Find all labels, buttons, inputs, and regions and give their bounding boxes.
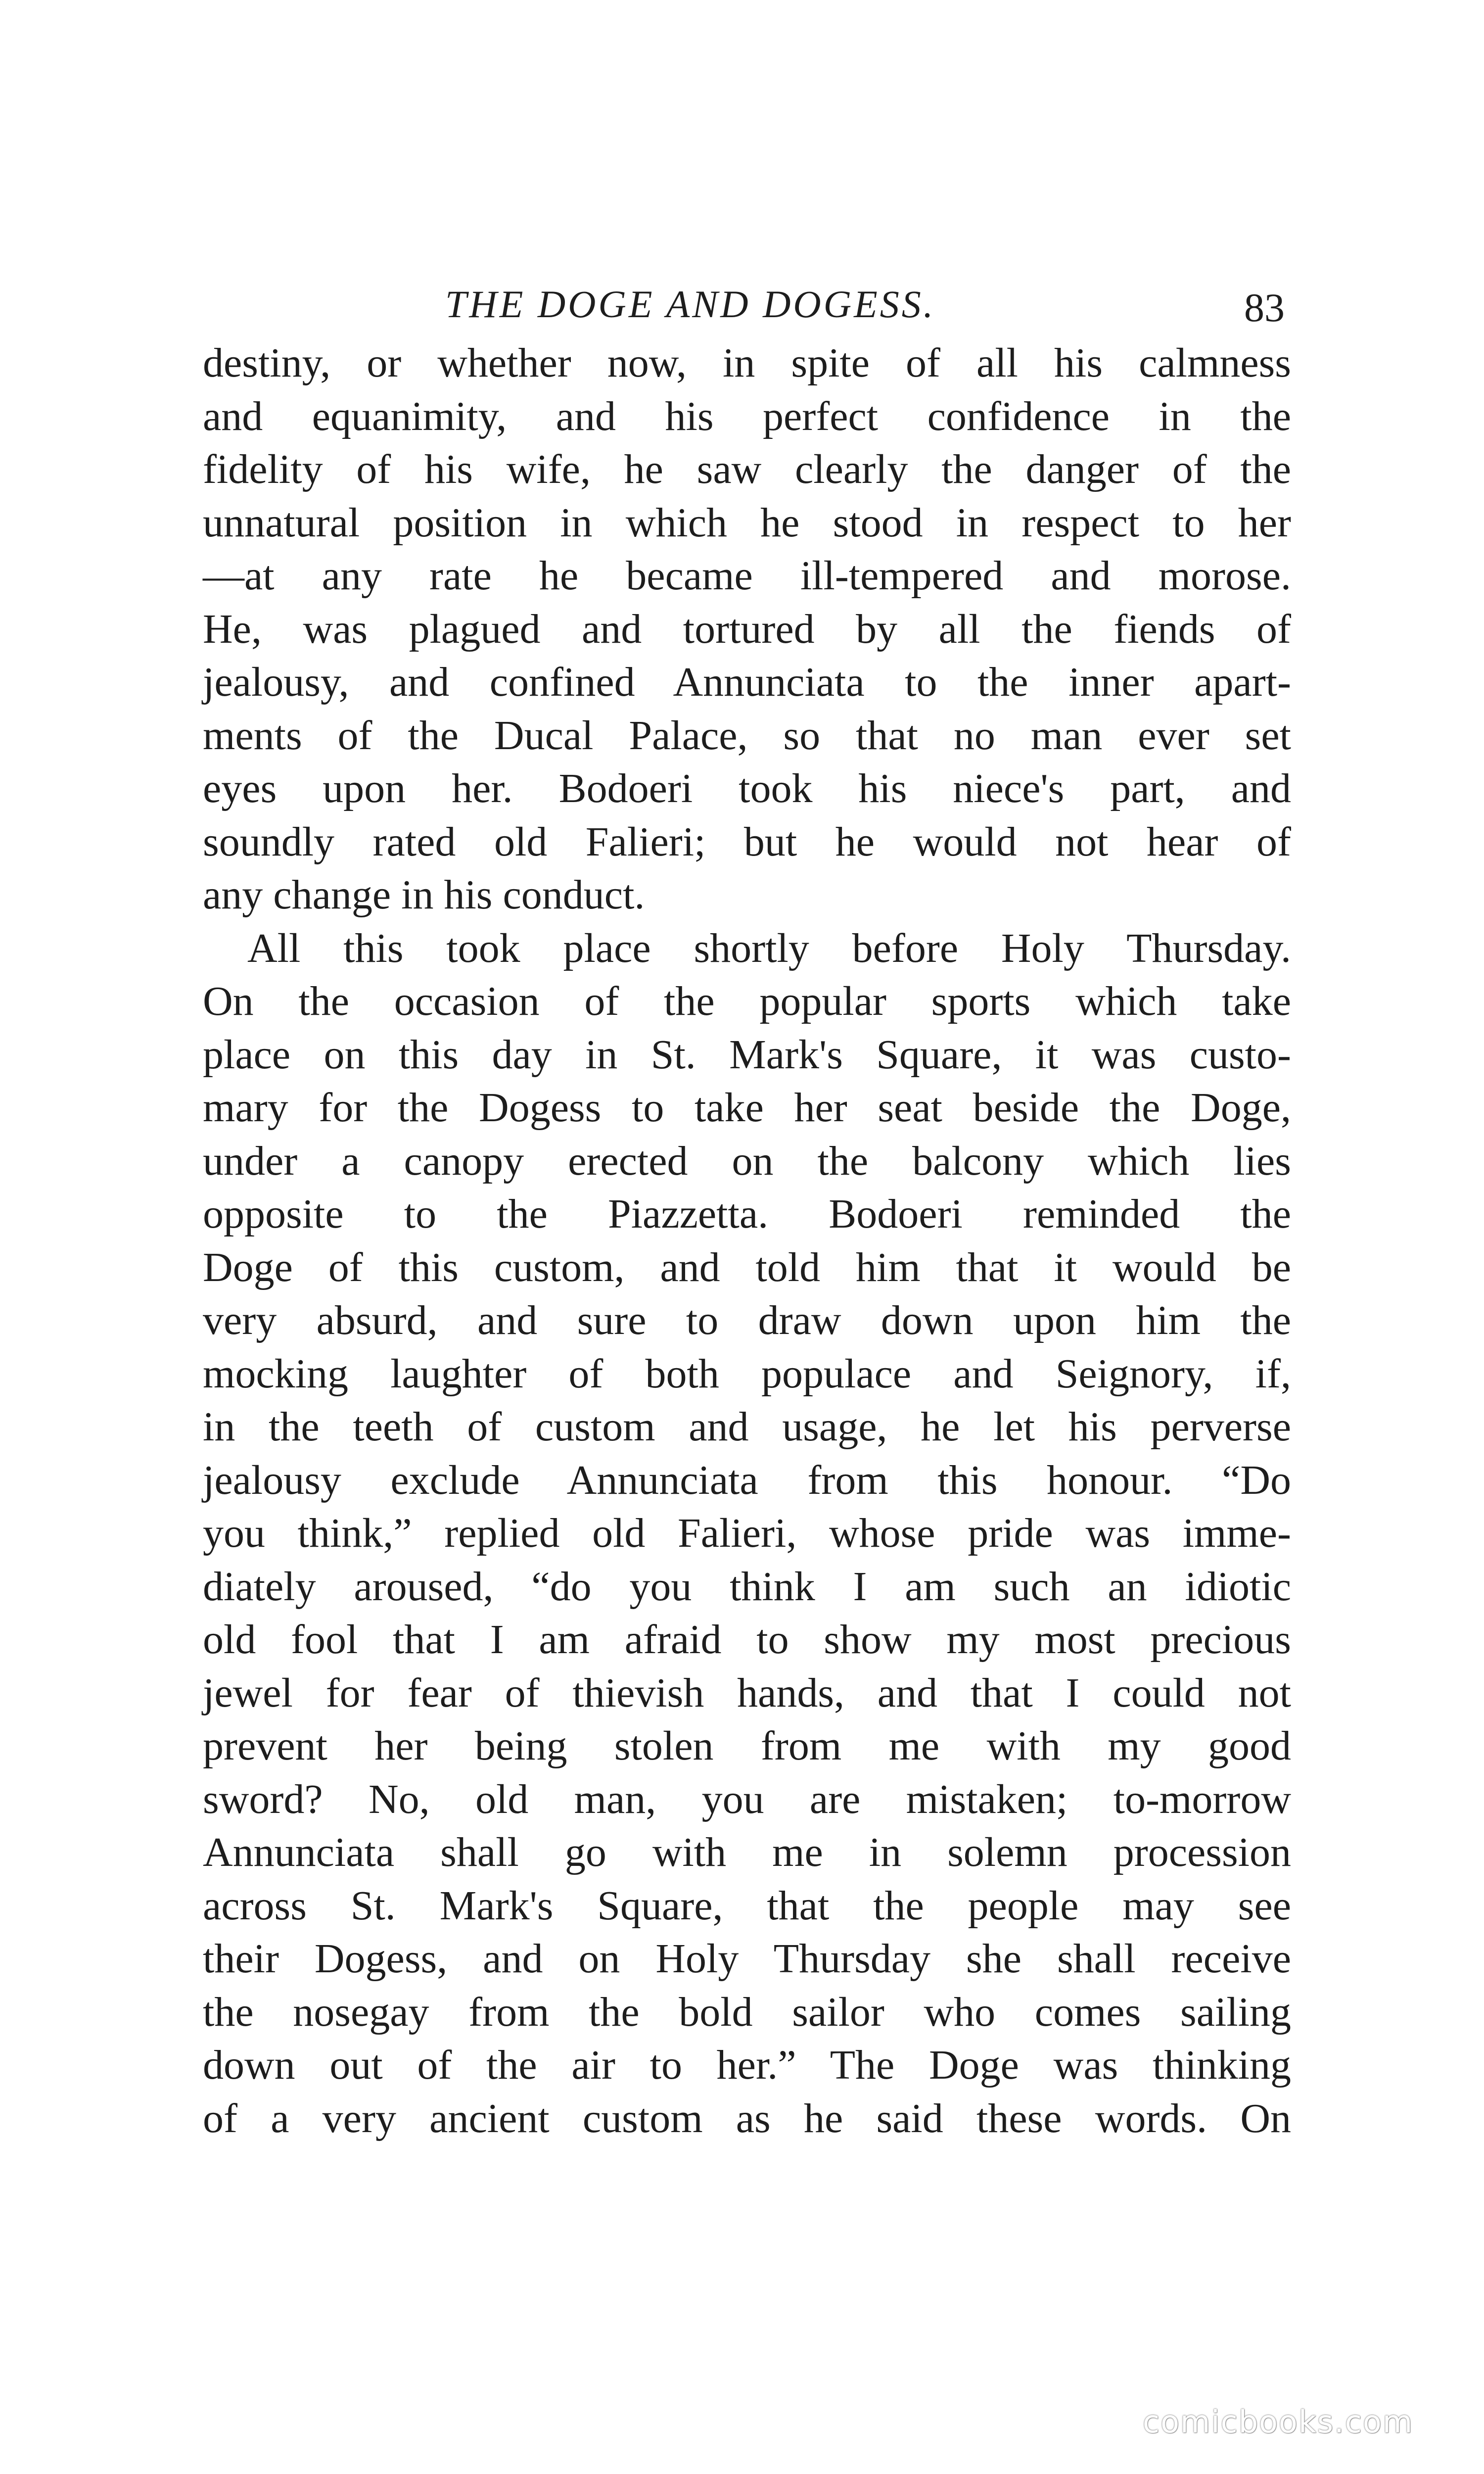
running-head: THE DOGE AND DOGESS. bbox=[445, 283, 936, 326]
text-line: down out of the air to her.” The Doge was thinking bbox=[203, 2042, 1291, 2088]
text-line: prevent her being stolen from me with my good bbox=[203, 1723, 1291, 1769]
text-line: their Dogess, and on Holy Thursday she shall receive bbox=[203, 1936, 1291, 1982]
text-line: jewel for fear of thievish hands, and that I could not bbox=[203, 1669, 1291, 1716]
text-line: fidelity of his wife, he saw clearly the danger of the bbox=[203, 446, 1291, 492]
text-line: destiny, or whether now, in spite of all his calmness bbox=[203, 340, 1291, 386]
text-line: He, was plagued and tortured by all the fiends of bbox=[203, 606, 1291, 652]
text-line: —at any rate he became ill-tempered and morose. bbox=[203, 553, 1291, 599]
watermark: comicbooks.com bbox=[1143, 2404, 1414, 2440]
text-line: very absurd, and sure to draw down upon him the bbox=[203, 1297, 1291, 1343]
text-line: you think,” replied old Falieri, whose pride was imme- bbox=[203, 1510, 1291, 1556]
text-line: any change in his conduct. bbox=[203, 872, 645, 918]
text-line: sword? No, old man, you are mistaken; to-morrow bbox=[203, 1776, 1291, 1822]
text-line: in the teeth of custom and usage, he let his perverse bbox=[203, 1404, 1291, 1450]
text-line: ments of the Ducal Palace, so that no man ever set bbox=[203, 712, 1291, 759]
text-line: mary for the Dogess to take her seat beside the Doge, bbox=[203, 1085, 1291, 1131]
text-line: diately aroused, “do you think I am such an idiotic bbox=[203, 1563, 1291, 1610]
text-line: jealousy exclude Annunciata from this honour. “Do bbox=[203, 1457, 1291, 1503]
text-line: unnatural position in which he stood in respect to her bbox=[203, 499, 1291, 546]
text-line: under a canopy erected on the balcony which lies bbox=[203, 1138, 1291, 1184]
text-line: jealousy, and confined Annunciata to the inner apart- bbox=[203, 659, 1291, 705]
text-line: mocking laughter of both populace and Seignory, if, bbox=[203, 1350, 1291, 1397]
text-line: of a very ancient custom as he said these words. On bbox=[203, 2095, 1291, 2141]
text-line: opposite to the Piazzetta. Bodoeri reminded the bbox=[203, 1191, 1291, 1237]
text-line: eyes upon her. Bodoeri took his niece's part, and bbox=[203, 765, 1291, 811]
text-line: On the occasion of the popular sports which take bbox=[203, 978, 1291, 1024]
body-text bbox=[203, 336, 1291, 2145]
text-line: soundly rated old Falieri; but he would not hear of bbox=[203, 818, 1291, 865]
text-line: across St. Mark's Square, that the people may see bbox=[203, 1882, 1291, 1929]
text-line: Annunciata shall go with me in solemn procession bbox=[203, 1829, 1291, 1875]
text-line: old fool that I am afraid to show my most precious bbox=[203, 1617, 1291, 1663]
text-line: and equanimity, and his perfect confidence in the bbox=[203, 393, 1291, 439]
text-line: place on this day in St. Mark's Square, it was custo- bbox=[203, 1031, 1291, 1078]
text-line: the nosegay from the bold sailor who comes sailing bbox=[203, 1989, 1291, 2035]
text-line: Doge of this custom, and told him that it would be bbox=[203, 1244, 1291, 1290]
text-line: All this took place shortly before Holy Thursday. bbox=[247, 925, 1291, 971]
page-number: 83 bbox=[1244, 285, 1285, 330]
